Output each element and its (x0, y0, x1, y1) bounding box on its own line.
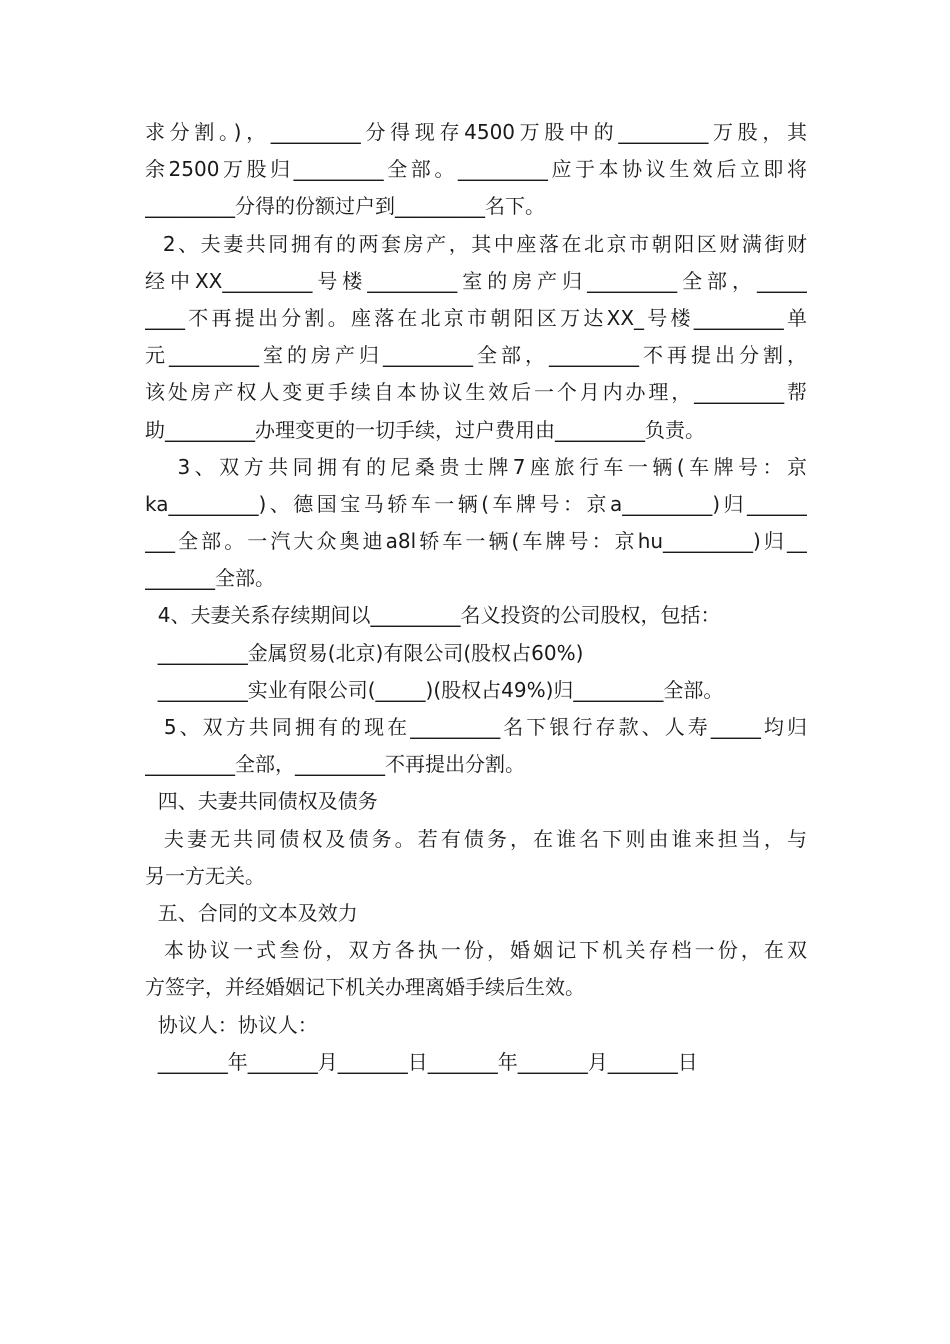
section-heading: 五、合同的文本及效力 (145, 900, 358, 925)
text-line: _________全部，_________不再提出分割。 (145, 752, 525, 777)
text-line: 4、夫妻关系存续期间以_________名义投资的公司股权，包括： (145, 603, 721, 628)
text-line: _________金属贸易(北京)有限公司(股权占60%) (145, 640, 584, 665)
text-line: 5、双方共同拥有的现在_________名下银行存款、人寿_____均归 (145, 715, 807, 739)
text-line: 3、双方共同拥有的尼桑贵士牌7座旅行车一辆(车牌号：京 (145, 454, 807, 479)
text-line: 经中XX_________号楼_________室的房产归_________全部，_____ (145, 268, 807, 293)
text-line: 方签字，并经婚姻记下机关办理离婚手续后生效。 (145, 975, 585, 1000)
text-line: 本协议一式叁份，双方各执一份，婚姻记下机关存档一份，在双 (145, 938, 807, 963)
text-line: 另一方无关。 (145, 863, 265, 888)
text-line: _________实业有限公司(_____)(股权占49%)归_________全部。 (145, 677, 724, 702)
section-heading: 四、夫妻共同债权及债务 (145, 789, 378, 814)
text-line: ___全部。一汽大众奥迪a8l轿车一辆(车牌号：京hu_________)归__ (145, 529, 807, 554)
text-line: 该处房产权人变更手续自本协议生效后一个月内办理，_________帮 (145, 380, 807, 405)
text-line: 助_________办理变更的一切手续，过户费用由_________负责。 (145, 417, 705, 442)
text-line: _______全部。 (145, 566, 275, 591)
text-line: 夫妻无共同债权及债务。若有债务，在谁名下则由谁来担当，与 (145, 826, 807, 851)
text-line: 元_________室的房产归_________全部，_________不再提出分割， (145, 343, 807, 368)
date-line: _______年_______月_______日_______年_______月_______日 (145, 1049, 698, 1074)
text-line: 求分割。)，_________分得现存4500万股中的_________万股，其 (145, 120, 807, 144)
text-line: 2、夫妻共同拥有的两套房产，其中座落在北京市朝阳区财满街财 (145, 231, 807, 256)
agreement-body (145, 114, 807, 1081)
text-line: _________分得的份额过户到_________名下。 (145, 194, 545, 219)
signatories-line: 协议人：协议人： (145, 1012, 318, 1037)
text-line: ____不再提出分割。座落在北京市朝阳区万达XX_号楼_________单 (145, 305, 807, 330)
text-line: ka_________)、德国宝马轿车一辆(车牌号：京a_________)归______ (145, 491, 807, 516)
text-line: 余2500万股归_________全部。_________应于本协议生效后立即将 (145, 157, 807, 182)
